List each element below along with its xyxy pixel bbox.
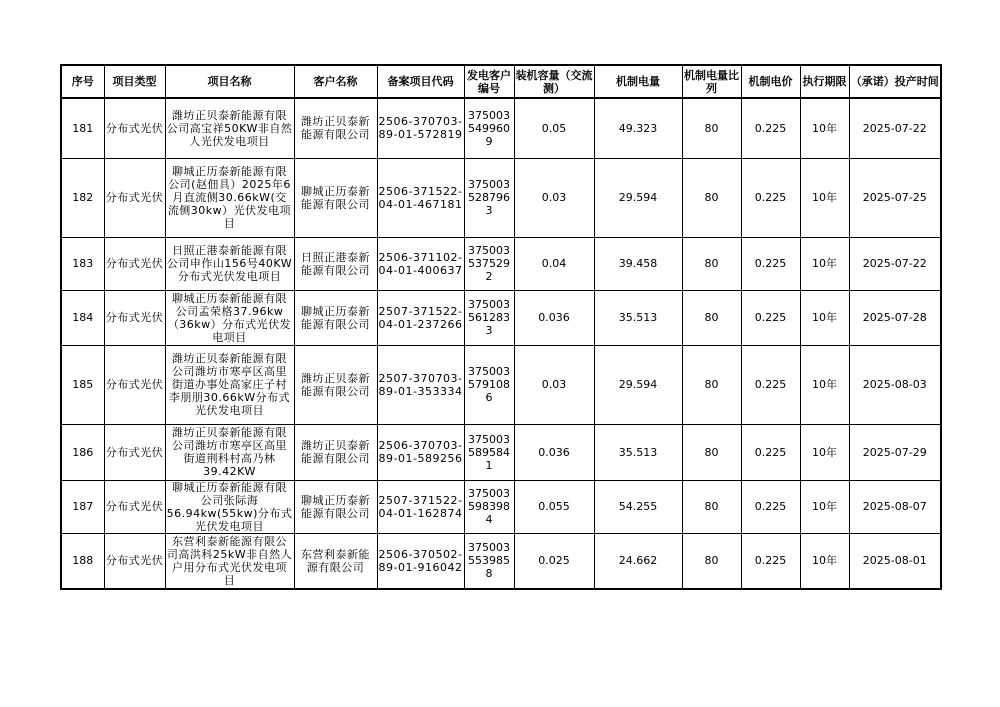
cell-code: 2506-371522-04-01-467181 [377, 158, 464, 237]
cell-date: 2025-07-28 [849, 290, 941, 345]
project-table [60, 64, 942, 590]
cell-term: 10年 [800, 158, 849, 237]
cell-name: 聊城正历泰新能源有限公司孟荣格37.96kw（36kw）分布式光伏发电项目 [165, 290, 294, 345]
cell-ratio: 80 [682, 480, 741, 533]
cell-price: 0.225 [741, 480, 800, 533]
cell-date: 2025-08-01 [849, 533, 941, 589]
cell-customer: 潍坊正贝泰新能源有限公司 [294, 345, 377, 424]
table-row [61, 237, 941, 290]
cell-capacity: 0.03 [514, 158, 594, 237]
cell-name: 潍坊正贝泰新能源有限公司高宝祥50KW非自然人光伏发电项目 [165, 98, 294, 158]
cell-term: 10年 [800, 424, 849, 480]
cell-type: 分布式光伏 [104, 158, 165, 237]
header-date: （承诺）投产时间 [849, 65, 941, 98]
header-ratio: 机制电量比列 [682, 65, 741, 98]
cell-customer: 聊城正历泰新能源有限公司 [294, 480, 377, 533]
cell-date: 2025-07-22 [849, 237, 941, 290]
cell-cust-no: 3750035612833 [464, 290, 514, 345]
cell-cust-no: 3750035539858 [464, 533, 514, 589]
cell-seq: 184 [61, 290, 104, 345]
cell-elec: 39.458 [594, 237, 682, 290]
cell-customer: 东营利泰新能源有限公司 [294, 533, 377, 589]
cell-capacity: 0.03 [514, 345, 594, 424]
cell-ratio: 80 [682, 158, 741, 237]
cell-term: 10年 [800, 345, 849, 424]
cell-term: 10年 [800, 237, 849, 290]
header-elec: 机制电量 [594, 65, 682, 98]
cell-elec: 35.513 [594, 290, 682, 345]
header-code: 备案项目代码 [377, 65, 464, 98]
cell-type: 分布式光伏 [104, 237, 165, 290]
cell-cust-no: 3750035287963 [464, 158, 514, 237]
cell-type: 分布式光伏 [104, 345, 165, 424]
cell-code: 2506-370703-89-01-589256 [377, 424, 464, 480]
header-term: 执行期限 [800, 65, 849, 98]
cell-seq: 181 [61, 98, 104, 158]
cell-name: 聊城正历泰新能源有限公司(赵佃具）2025年6月直流侧30.66kW(交流侧30kw）光伏发电项目 [165, 158, 294, 237]
cell-capacity: 0.036 [514, 290, 594, 345]
cell-ratio: 80 [682, 424, 741, 480]
cell-date: 2025-07-25 [849, 158, 941, 237]
header-name: 项目名称 [165, 65, 294, 98]
cell-cust-no: 3750035499609 [464, 98, 514, 158]
cell-customer: 潍坊正贝泰新能源有限公司 [294, 98, 377, 158]
cell-price: 0.225 [741, 237, 800, 290]
cell-code: 2507-370703-89-01-353334 [377, 345, 464, 424]
cell-type: 分布式光伏 [104, 424, 165, 480]
cell-price: 0.225 [741, 158, 800, 237]
cell-price: 0.225 [741, 98, 800, 158]
table-row [61, 345, 941, 424]
cell-seq: 188 [61, 533, 104, 589]
cell-date: 2025-07-22 [849, 98, 941, 158]
cell-date: 2025-08-07 [849, 480, 941, 533]
cell-name: 潍坊正贝泰新能源有限公司潍坊市寒亭区高里街道荆科村高乃林39.42KW [165, 424, 294, 480]
header-type: 项目类型 [104, 65, 165, 98]
cell-seq: 183 [61, 237, 104, 290]
cell-price: 0.225 [741, 424, 800, 480]
header-cust-no: 发电客户编号 [464, 65, 514, 98]
cell-capacity: 0.036 [514, 424, 594, 480]
cell-seq: 186 [61, 424, 104, 480]
cell-capacity: 0.025 [514, 533, 594, 589]
cell-name: 日照正港泰新能源有限公司申作山156号40KW分布式光伏发电项目 [165, 237, 294, 290]
cell-ratio: 80 [682, 533, 741, 589]
cell-capacity: 0.05 [514, 98, 594, 158]
table-row [61, 158, 941, 237]
cell-term: 10年 [800, 98, 849, 158]
cell-cust-no: 3750035983984 [464, 480, 514, 533]
cell-customer: 潍坊正贝泰新能源有限公司 [294, 424, 377, 480]
cell-elec: 29.594 [594, 345, 682, 424]
cell-date: 2025-08-03 [849, 345, 941, 424]
cell-term: 10年 [800, 480, 849, 533]
cell-code: 2507-371522-04-01-237266 [377, 290, 464, 345]
cell-price: 0.225 [741, 533, 800, 589]
table-row [61, 290, 941, 345]
cell-capacity: 0.04 [514, 237, 594, 290]
cell-cust-no: 3750035375292 [464, 237, 514, 290]
table-row [61, 480, 941, 533]
cell-type: 分布式光伏 [104, 480, 165, 533]
cell-ratio: 80 [682, 345, 741, 424]
cell-type: 分布式光伏 [104, 533, 165, 589]
cell-capacity: 0.055 [514, 480, 594, 533]
cell-name: 潍坊正贝泰新能源有限公司潍坊市寒亭区高里街道办事处高家庄子村李朋朋30.66kW分布式光伏发电项目 [165, 345, 294, 424]
cell-type: 分布式光伏 [104, 98, 165, 158]
cell-elec: 54.255 [594, 480, 682, 533]
cell-customer: 聊城正历泰新能源有限公司 [294, 158, 377, 237]
cell-term: 10年 [800, 533, 849, 589]
cell-code: 2507-371522-04-01-162874 [377, 480, 464, 533]
cell-elec: 24.662 [594, 533, 682, 589]
header-capacity: 装机容量（交流测） [514, 65, 594, 98]
header-price: 机制电价 [741, 65, 800, 98]
table-row [61, 533, 941, 589]
cell-date: 2025-07-29 [849, 424, 941, 480]
cell-type: 分布式光伏 [104, 290, 165, 345]
cell-customer: 聊城正历泰新能源有限公司 [294, 290, 377, 345]
header-customer: 客户名称 [294, 65, 377, 98]
cell-cust-no: 3750035791086 [464, 345, 514, 424]
cell-customer: 日照正港泰新能源有限公司 [294, 237, 377, 290]
cell-seq: 185 [61, 345, 104, 424]
cell-price: 0.225 [741, 345, 800, 424]
header-row [61, 65, 941, 98]
cell-seq: 187 [61, 480, 104, 533]
cell-elec: 35.513 [594, 424, 682, 480]
cell-code: 2506-370502-89-01-916042 [377, 533, 464, 589]
cell-code: 2506-370703-89-01-572819 [377, 98, 464, 158]
header-seq: 序号 [61, 65, 104, 98]
table-row [61, 98, 941, 158]
cell-seq: 182 [61, 158, 104, 237]
cell-term: 10年 [800, 290, 849, 345]
cell-cust-no: 3750035895841 [464, 424, 514, 480]
cell-elec: 49.323 [594, 98, 682, 158]
cell-name: 聊城正历泰新能源有限公司张际海56.94kw(55kw)分布式光伏发电项目 [166, 480, 293, 533]
cell-price: 0.225 [741, 290, 800, 345]
cell-code: 2506-371102-04-01-400637 [377, 237, 464, 290]
cell-name: 东营利泰新能源有限公司高洪科25kW非自然人户用分布式光伏发电项目 [165, 533, 294, 589]
cell-ratio: 80 [682, 290, 741, 345]
cell-elec: 29.594 [594, 158, 682, 237]
table-row [61, 424, 941, 480]
cell-ratio: 80 [682, 98, 741, 158]
cell-ratio: 80 [682, 237, 741, 290]
